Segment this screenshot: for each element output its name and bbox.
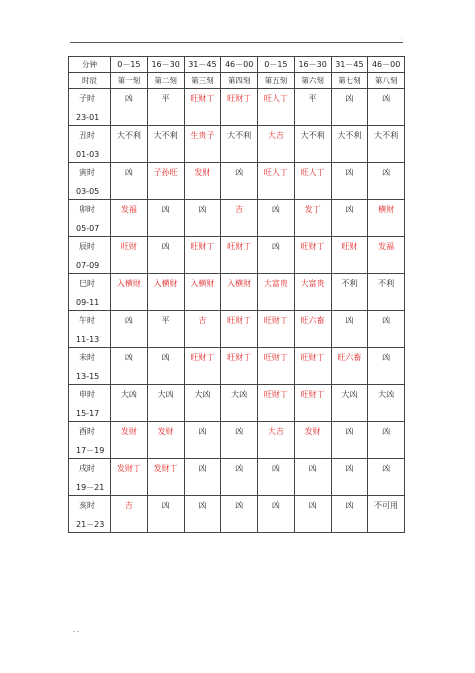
shichen-cell xyxy=(69,348,111,385)
fortune-value: 凶 xyxy=(161,501,170,510)
fortune-cell xyxy=(111,200,148,237)
fortune-cell xyxy=(111,422,148,459)
fortune-cell xyxy=(147,126,184,163)
fortune-cell xyxy=(331,200,368,237)
fortune-cell xyxy=(184,385,221,422)
shichen-name: 卯时 xyxy=(79,205,95,214)
fortune-cell xyxy=(184,126,221,163)
shichen-cell xyxy=(69,385,111,422)
fortune-cell xyxy=(184,237,221,274)
table-row xyxy=(69,385,405,422)
shichen-range: 05-07 xyxy=(76,224,100,233)
fortune-value: 入横财 xyxy=(190,279,215,288)
fortune-value: 凶 xyxy=(124,168,133,177)
fortune-cell xyxy=(294,163,331,200)
minute-range-header: 16－30 xyxy=(147,57,184,73)
fortune-value: 大凶 xyxy=(120,390,137,399)
fortune-value: 大不利 xyxy=(227,131,252,140)
minute-range-header: 31－45 xyxy=(184,57,221,73)
fortune-value: 凶 xyxy=(271,242,280,251)
fortune-cell xyxy=(147,200,184,237)
shichen-name: 巳时 xyxy=(79,279,95,288)
shichen-range: 17－19 xyxy=(76,446,105,455)
fortune-cell xyxy=(331,126,368,163)
shichen-range: 03-05 xyxy=(76,187,100,196)
fortune-value: 旺财丁 xyxy=(300,390,325,399)
fortune-value: 平 xyxy=(161,316,170,325)
minute-range-header: 46－00 xyxy=(221,57,258,73)
fortune-cell xyxy=(221,422,258,459)
fortune-value: 平 xyxy=(161,94,170,103)
fortune-cell xyxy=(258,496,295,533)
fortune-value: 旺财丁 xyxy=(227,94,252,103)
minute-range-header: 16－30 xyxy=(294,57,331,73)
fortune-cell xyxy=(147,274,184,311)
fortune-value: 发财 xyxy=(304,427,321,436)
fortune-cell xyxy=(111,126,148,163)
fortune-cell xyxy=(221,385,258,422)
shichen-name: 申时 xyxy=(79,390,95,399)
ke-header: 第一刻 xyxy=(111,73,148,89)
fortune-value: 凶 xyxy=(124,353,133,362)
fortune-value: 旺人丁 xyxy=(263,94,288,103)
fortune-cell xyxy=(221,348,258,385)
fortune-value: 凶 xyxy=(198,464,207,473)
ke-header: 第二刻 xyxy=(147,73,184,89)
auspicious-hours-table xyxy=(68,56,405,533)
fortune-cell xyxy=(368,200,405,237)
fortune-value: 凶 xyxy=(345,501,354,510)
minute-header-row xyxy=(69,57,405,73)
shichen-range: 13-15 xyxy=(76,372,100,381)
fortune-cell xyxy=(111,348,148,385)
fortune-cell xyxy=(368,126,405,163)
fortune-cell xyxy=(147,311,184,348)
footer-mark: - - xyxy=(73,628,80,635)
ke-header: 第三刻 xyxy=(184,73,221,89)
fortune-cell xyxy=(184,274,221,311)
fortune-value: 凶 xyxy=(161,353,170,362)
shichen-cell xyxy=(69,422,111,459)
shichen-name: 亥时 xyxy=(79,501,95,510)
fortune-value: 旺财 xyxy=(120,242,137,251)
shichen-cell xyxy=(69,237,111,274)
ke-header: 第五刻 xyxy=(258,73,295,89)
fortune-value: 不利 xyxy=(378,279,395,288)
minute-range-header: 0－15 xyxy=(258,57,295,73)
shichen-cell xyxy=(69,459,111,496)
fortune-value: 凶 xyxy=(161,205,170,214)
fortune-cell xyxy=(258,422,295,459)
fortune-cell xyxy=(221,126,258,163)
fortune-cell xyxy=(221,163,258,200)
fortune-cell xyxy=(147,385,184,422)
fortune-value: 大富贵 xyxy=(300,279,325,288)
minute-range-header: 0－15 xyxy=(111,57,148,73)
fortune-value: 大凶 xyxy=(378,390,395,399)
shichen-name: 未时 xyxy=(79,353,95,362)
fortune-cell xyxy=(111,459,148,496)
fortune-cell xyxy=(331,163,368,200)
fortune-value: 凶 xyxy=(382,168,391,177)
fortune-cell xyxy=(147,163,184,200)
fortune-cell xyxy=(111,274,148,311)
shichen-range: 07-09 xyxy=(76,261,100,270)
table-row xyxy=(69,237,405,274)
fortune-cell xyxy=(294,237,331,274)
fortune-cell xyxy=(331,274,368,311)
fortune-cell xyxy=(221,496,258,533)
minute-range-header: 46－00 xyxy=(368,57,405,73)
fortune-value: 不利 xyxy=(341,279,358,288)
fortune-cell xyxy=(331,311,368,348)
fortune-value: 发福 xyxy=(120,205,137,214)
table-row xyxy=(69,311,405,348)
fortune-value: 旺财 xyxy=(341,242,358,251)
fortune-value: 凶 xyxy=(235,427,244,436)
fortune-value: 旺财丁 xyxy=(227,353,252,362)
header-rule xyxy=(70,42,403,43)
fortune-cell xyxy=(368,163,405,200)
fortune-value: 凶 xyxy=(382,464,391,473)
fortune-cell xyxy=(184,200,221,237)
table-row xyxy=(69,422,405,459)
ke-header: 第八刻 xyxy=(368,73,405,89)
table-row xyxy=(69,163,405,200)
fortune-value: 发财丁 xyxy=(153,464,178,473)
shichen-name: 午时 xyxy=(79,316,95,325)
fortune-value: 旺财丁 xyxy=(227,316,252,325)
fortune-value: 不可用 xyxy=(374,501,399,510)
fortune-value: 旺财丁 xyxy=(190,94,215,103)
fortune-value: 凶 xyxy=(382,427,391,436)
fortune-value: 大凶 xyxy=(194,390,211,399)
fortune-value: 入横财 xyxy=(227,279,252,288)
fortune-value: 发财丁 xyxy=(116,464,141,473)
fortune-value: 发财 xyxy=(120,427,137,436)
fortune-cell xyxy=(368,459,405,496)
fortune-cell xyxy=(331,237,368,274)
fortune-cell xyxy=(368,89,405,126)
fortune-cell xyxy=(184,348,221,385)
fortune-cell xyxy=(368,348,405,385)
fortune-cell xyxy=(184,496,221,533)
fortune-value: 凶 xyxy=(124,94,133,103)
fortune-value: 旺财丁 xyxy=(263,316,288,325)
fortune-value: 凶 xyxy=(271,501,280,510)
fortune-cell xyxy=(184,459,221,496)
fortune-cell xyxy=(147,89,184,126)
fortune-value: 子孙旺 xyxy=(153,168,178,177)
ke-header-row xyxy=(69,73,405,89)
fortune-value: 旺六畜 xyxy=(300,316,325,325)
fortune-cell xyxy=(258,200,295,237)
shichen-range: 23-01 xyxy=(76,113,100,122)
fortune-value: 凶 xyxy=(345,316,354,325)
shichen-cell xyxy=(69,200,111,237)
fortune-value: 凶 xyxy=(124,316,133,325)
fortune-value: 凶 xyxy=(198,427,207,436)
shichen-range: 09-11 xyxy=(76,298,100,307)
fortune-value: 旺财丁 xyxy=(190,353,215,362)
fortune-cell xyxy=(294,311,331,348)
table-row xyxy=(69,274,405,311)
fortune-value: 凶 xyxy=(198,501,207,510)
fortune-cell xyxy=(111,163,148,200)
fortune-value: 吉 xyxy=(124,501,133,510)
fortune-cell xyxy=(368,422,405,459)
fortune-cell xyxy=(331,385,368,422)
fortune-value: 旺财丁 xyxy=(263,390,288,399)
fortune-cell xyxy=(258,126,295,163)
fortune-value: 大不利 xyxy=(300,131,325,140)
fortune-value: 凶 xyxy=(345,464,354,473)
fortune-value: 横财 xyxy=(378,205,395,214)
fortune-value: 大不利 xyxy=(337,131,362,140)
fortune-cell xyxy=(221,237,258,274)
fortune-value: 发财 xyxy=(157,427,174,436)
fortune-cell xyxy=(331,422,368,459)
fortune-value: 旺六畜 xyxy=(337,353,362,362)
fortune-cell xyxy=(258,385,295,422)
fortune-cell xyxy=(331,348,368,385)
ke-header: 第七刻 xyxy=(331,73,368,89)
fortune-value: 大吉 xyxy=(267,131,284,140)
fortune-cell xyxy=(258,348,295,385)
fortune-value: 凶 xyxy=(308,464,317,473)
fortune-cell xyxy=(294,89,331,126)
fortune-value: 凶 xyxy=(382,316,391,325)
fortune-value: 凶 xyxy=(382,94,391,103)
table-row xyxy=(69,89,405,126)
table-row xyxy=(69,126,405,163)
fortune-cell xyxy=(184,89,221,126)
fortune-value: 吉 xyxy=(198,316,207,325)
fortune-cell xyxy=(294,422,331,459)
fortune-cell xyxy=(147,459,184,496)
fortune-cell xyxy=(147,422,184,459)
shichen-range: 01-03 xyxy=(76,150,100,159)
fortune-cell xyxy=(221,89,258,126)
fortune-value: 生贵子 xyxy=(190,131,215,140)
fortune-value: 大凶 xyxy=(231,390,248,399)
fortune-cell xyxy=(221,459,258,496)
fortune-value: 旺财丁 xyxy=(263,353,288,362)
fortune-value: 旺人丁 xyxy=(300,168,325,177)
shichen-cell xyxy=(69,163,111,200)
shichen-name: 丑时 xyxy=(79,131,95,140)
fortune-cell xyxy=(184,422,221,459)
table-row xyxy=(69,496,405,533)
fortune-cell xyxy=(294,459,331,496)
fortune-value: 凶 xyxy=(161,242,170,251)
shichen-cell xyxy=(69,126,111,163)
fortune-cell xyxy=(331,89,368,126)
fortune-cell xyxy=(111,496,148,533)
shichen-cell xyxy=(69,496,111,533)
shichen-name: 戌时 xyxy=(79,464,95,473)
fortune-value: 发福 xyxy=(378,242,395,251)
fortune-cell xyxy=(368,311,405,348)
fortune-value: 旺财丁 xyxy=(300,242,325,251)
minute-header-label: 分钟 xyxy=(69,57,111,73)
fortune-value: 凶 xyxy=(345,205,354,214)
shichen-header-label: 时辰 xyxy=(69,73,111,89)
fortune-cell xyxy=(221,274,258,311)
fortune-value: 凶 xyxy=(235,464,244,473)
fortune-cell xyxy=(258,237,295,274)
fortune-cell xyxy=(368,274,405,311)
fortune-value: 旺财丁 xyxy=(227,242,252,251)
fortune-cell xyxy=(331,459,368,496)
shichen-name: 寅时 xyxy=(79,168,95,177)
table-row xyxy=(69,200,405,237)
fortune-value: 凶 xyxy=(345,94,354,103)
fortune-cell xyxy=(184,311,221,348)
header-mark: . xyxy=(401,34,403,41)
shichen-name: 酉时 xyxy=(79,427,95,436)
fortune-value: 平 xyxy=(308,94,317,103)
fortune-value: 大吉 xyxy=(267,427,284,436)
fortune-value: 大富贵 xyxy=(263,279,288,288)
fortune-cell xyxy=(147,348,184,385)
shichen-cell xyxy=(69,89,111,126)
fortune-cell xyxy=(258,311,295,348)
table-row xyxy=(69,459,405,496)
fortune-value: 大不利 xyxy=(374,131,399,140)
fortune-cell xyxy=(258,459,295,496)
fortune-cell xyxy=(221,200,258,237)
fortune-value: 发丁 xyxy=(304,205,321,214)
shichen-cell xyxy=(69,274,111,311)
fortune-value: 凶 xyxy=(345,168,354,177)
fortune-value: 入横财 xyxy=(153,279,178,288)
shichen-name: 子时 xyxy=(79,94,95,103)
fortune-cell xyxy=(368,496,405,533)
fortune-value: 大凶 xyxy=(157,390,174,399)
ke-header: 第四刻 xyxy=(221,73,258,89)
fortune-value: 凶 xyxy=(235,501,244,510)
fortune-value: 凶 xyxy=(382,353,391,362)
fortune-cell xyxy=(368,385,405,422)
fortune-cell xyxy=(368,237,405,274)
fortune-cell xyxy=(294,496,331,533)
fortune-value: 旺财丁 xyxy=(190,242,215,251)
shichen-range: 19－21 xyxy=(76,483,105,492)
table-row xyxy=(69,348,405,385)
shichen-range: 11-13 xyxy=(76,335,100,344)
fortune-value: 凶 xyxy=(198,205,207,214)
fortune-value: 吉 xyxy=(235,205,244,214)
fortune-cell xyxy=(294,200,331,237)
fortune-value: 凶 xyxy=(271,205,280,214)
fortune-value: 旺财丁 xyxy=(300,353,325,362)
fortune-cell xyxy=(258,163,295,200)
fortune-value: 旺人丁 xyxy=(263,168,288,177)
fortune-cell xyxy=(111,237,148,274)
fortune-value: 大凶 xyxy=(341,390,358,399)
fortune-cell xyxy=(147,496,184,533)
fortune-cell xyxy=(294,274,331,311)
fortune-cell xyxy=(147,237,184,274)
fortune-cell xyxy=(184,163,221,200)
fortune-value: 凶 xyxy=(345,427,354,436)
fortune-cell xyxy=(111,385,148,422)
fortune-value: 凶 xyxy=(271,464,280,473)
shichen-name: 辰时 xyxy=(79,242,95,251)
shichen-range: 21－23 xyxy=(76,520,105,529)
ke-header: 第六刻 xyxy=(294,73,331,89)
fortune-cell xyxy=(111,311,148,348)
fortune-value: 凶 xyxy=(235,168,244,177)
fortune-cell xyxy=(294,126,331,163)
fortune-cell xyxy=(294,348,331,385)
fortune-value: 发财 xyxy=(194,168,211,177)
fortune-value: 大不利 xyxy=(153,131,178,140)
fortune-cell xyxy=(258,274,295,311)
fortune-cell xyxy=(294,385,331,422)
fortune-value: 大不利 xyxy=(116,131,141,140)
fortune-value: 入横财 xyxy=(116,279,141,288)
shichen-range: 15-17 xyxy=(76,409,100,418)
shichen-cell xyxy=(69,311,111,348)
fortune-cell xyxy=(221,311,258,348)
fortune-cell xyxy=(258,89,295,126)
fortune-cell xyxy=(331,496,368,533)
minute-range-header: 31－45 xyxy=(331,57,368,73)
fortune-cell xyxy=(111,89,148,126)
fortune-value: 凶 xyxy=(308,501,317,510)
